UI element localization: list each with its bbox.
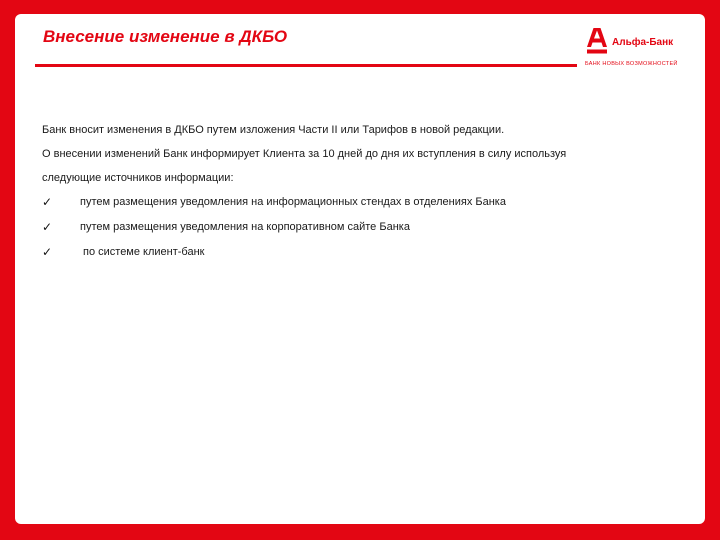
alfa-bank-logo <box>585 28 695 72</box>
list-item <box>42 240 662 265</box>
alfa-logo-icon <box>587 28 607 54</box>
slide-body <box>42 118 662 265</box>
list-item <box>42 190 662 215</box>
paragraph-intro: Банк вносит изменения в ДКБО путем изложения Части II или Тарифов в новой редакции. <box>42 124 505 136</box>
list-item <box>42 215 662 240</box>
slide <box>15 14 705 524</box>
slide-title: Внесение изменение в ДКБО <box>43 27 288 46</box>
check-icon: ✓ <box>42 195 53 209</box>
logo-name: Альфа-Банк <box>612 37 674 48</box>
list-item-text: по системе клиент-банк <box>83 246 205 258</box>
check-icon: ✓ <box>42 245 53 259</box>
list-item-text: путем размещения уведомления на информационных стендах в отделениях Банка <box>80 196 506 208</box>
list-item-text: путем размещения уведомления на корпоративном сайте Банка <box>80 221 410 233</box>
paragraph-notice: О внесении изменений Банк информирует Клиента за 10 дней до дня их вступления в силу используя <box>42 148 567 160</box>
title-divider <box>35 64 577 67</box>
check-icon: ✓ <box>42 220 53 234</box>
logo-slogan: БАНК НОВЫХ ВОЗМОЖНОСТЕЙ <box>585 61 678 67</box>
paragraph-sources: следующие источников информации: <box>42 172 234 184</box>
bullet-list <box>42 190 662 265</box>
